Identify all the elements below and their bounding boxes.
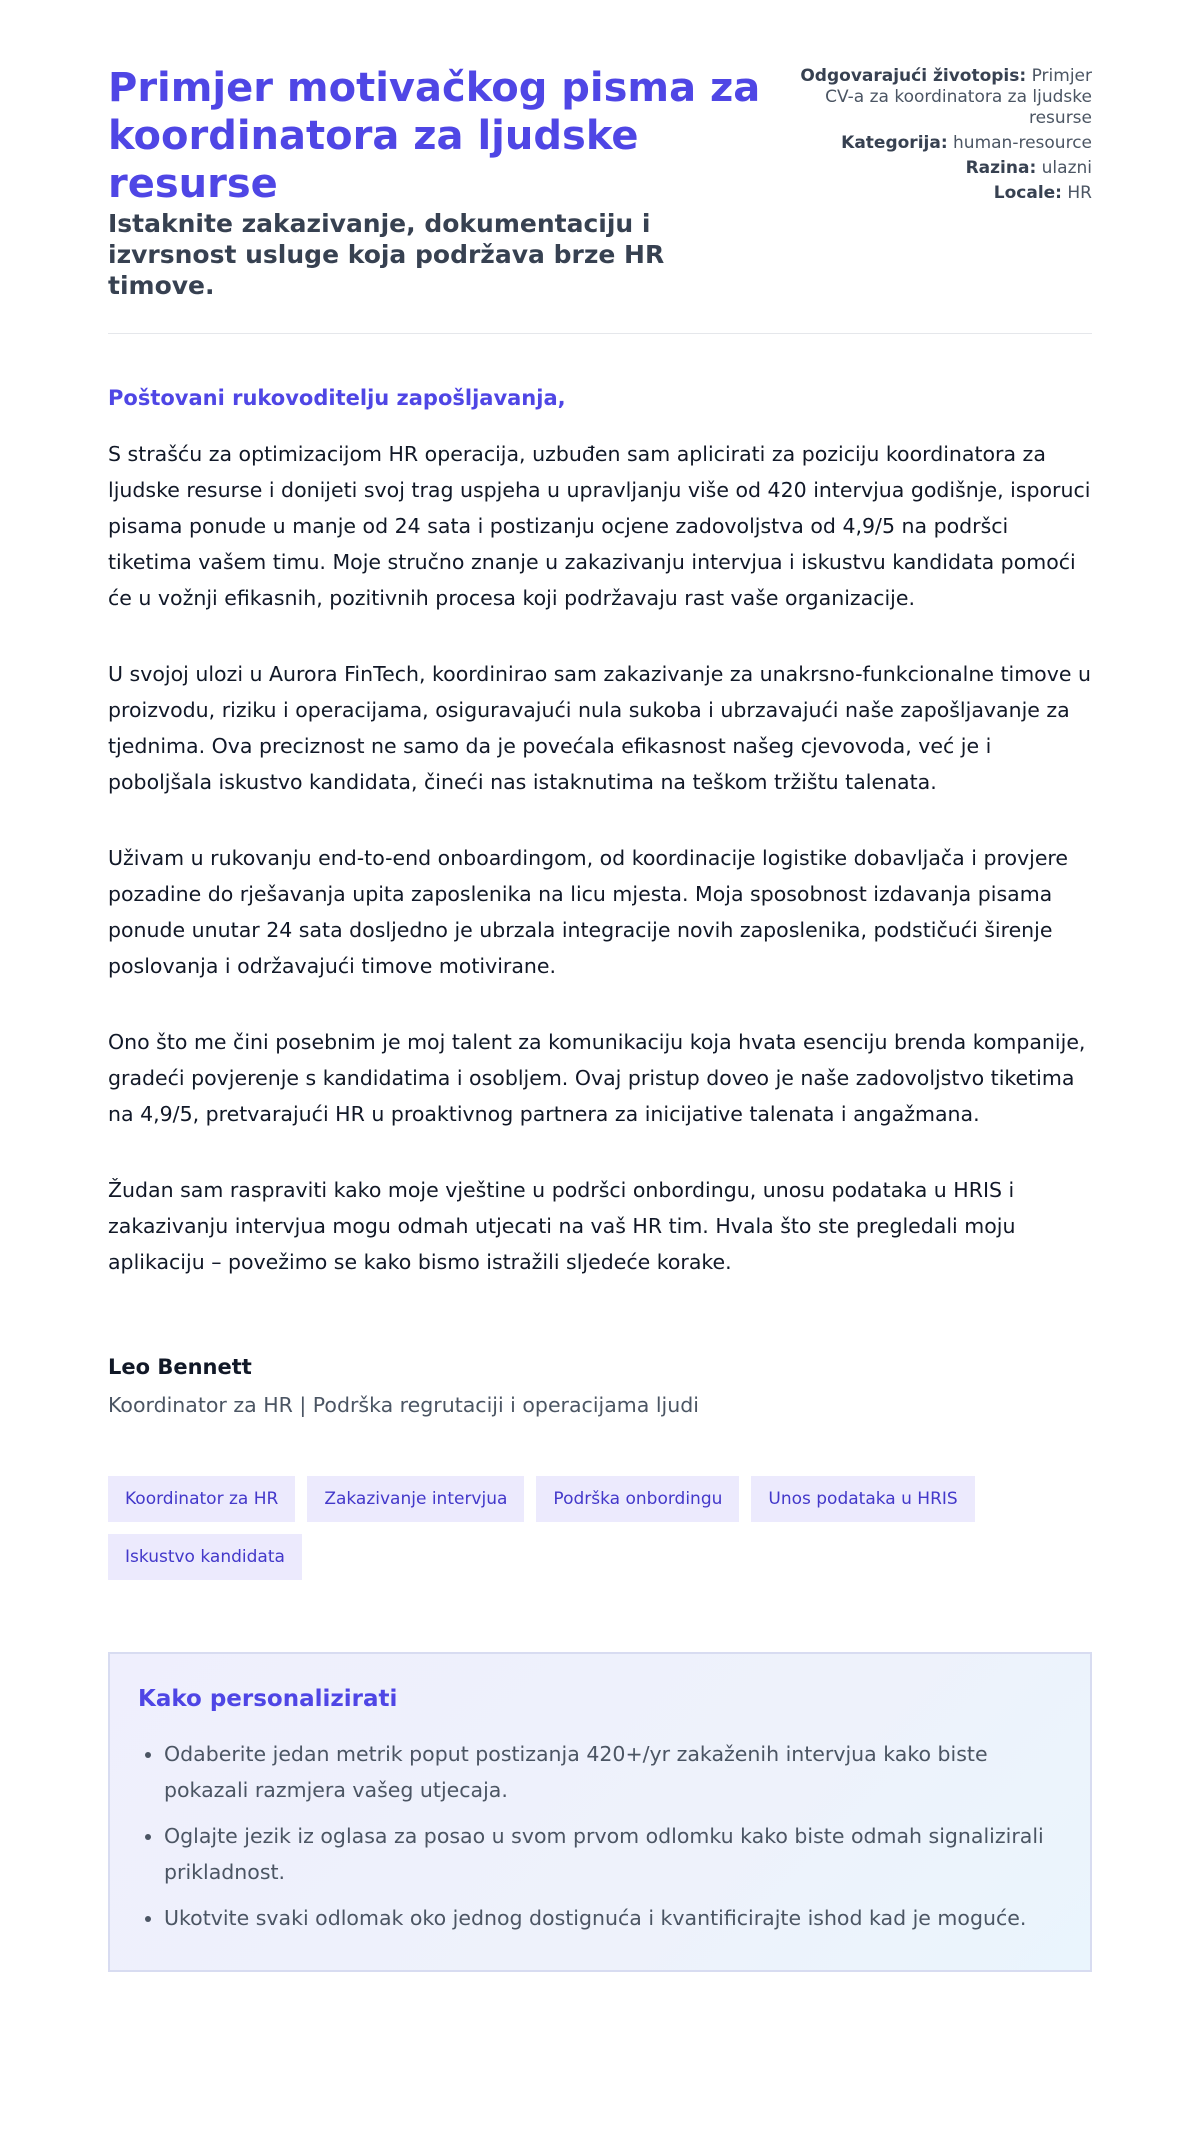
tip-item: • Ukotvite svaki odlomak oko jednog dostignuća i kvantificirajte ishod kad je moguće. bbox=[164, 1900, 1062, 1936]
letter-paragraph: Uživam u rukovanju end-to-end onboardingom, od koordinacije logistike dobavljača i provjere pozadine do rješavanja upita zaposlenika na licu mjesta. Moja sposobnost izdavanja pisama ponude unutar 24 sata dosljedno je ubrzala integracije novih zaposlenika, podstičući širenje poslovanja i održavajući timove motivirane. bbox=[108, 846, 1069, 978]
skill-tag: Podrška onbordingu bbox=[536, 1476, 739, 1522]
signature-title: Koordinator za HR | Podrška regrutaciji i operacijama ljudi bbox=[108, 1393, 699, 1417]
letter-paragraph: Ono što me čini posebnim je moj talent za komunikaciju koja hvata esenciju brenda kompanije, gradeći povjerenje s kandidatima i osobljem. Ovaj pristup doveo je naše zadovoljstvo tiketima na 4,9/5, pretvarajući HR u proaktivnog partnera za inicijative talenata i angažmana. bbox=[108, 1030, 1086, 1126]
meta-category bbox=[782, 133, 1092, 154]
tip-item: • Oglajte jezik iz oglasa za posao u svom prvom odlomku kako biste odmah signalizirali prikladnost. bbox=[164, 1818, 1062, 1890]
page-title: Primjer motivačkog pisma za koordinatora za ljudske resurse bbox=[108, 65, 761, 207]
meta-value: human-resource bbox=[953, 133, 1092, 153]
meta-level bbox=[782, 158, 1092, 179]
meta-label: Locale: bbox=[993, 183, 1062, 203]
meta-label: Kategorija: bbox=[841, 133, 948, 153]
letter-paragraph: U svojoj ulozi u Aurora FinTech, koordinirao sam zakazivanje za unakrsno-funkcionalne timove u proizvodu, riziku i operacijama, osiguravajući nula sukoba i ubrzavajući naše zapošljavanje za tjednima. Ova preciznost ne samo da je povećala efikasnost našeg cjevovoda, već je i poboljšala iskustvo kandidata, čineći nas istaknutima na teškom tržištu talenata. bbox=[108, 662, 1091, 794]
page-header bbox=[108, 64, 1092, 334]
tips-list bbox=[138, 1736, 1062, 1936]
personalize-tips-box bbox=[108, 1652, 1092, 1972]
meta-locale bbox=[782, 183, 1092, 204]
skill-tags bbox=[108, 1476, 1008, 1580]
salutation: Poštovani rukovoditelju zapošljavanja, bbox=[108, 386, 566, 410]
meta-panel bbox=[782, 66, 1092, 208]
signature-block bbox=[108, 1352, 1092, 1420]
letter-paragraph: Žudan sam raspraviti kako moje vještine u podršci onbordingu, unosu podataka u HRIS i zakazivanju intervjua mogu odmah utjecati na vaš HR tim. Hvala što ste pregledali moju aplikaciju – povežimo se kako bismo istražili sljedeće korake. bbox=[108, 1178, 1016, 1274]
tips-title: Kako personalizirati bbox=[138, 1686, 398, 1712]
meta-value: HR bbox=[1067, 183, 1092, 203]
page-subtitle: Istaknite zakazivanje, dokumentaciju i izvrsnost usluge koja podržava brze HR timove. bbox=[108, 209, 665, 300]
meta-value: ulazni bbox=[1041, 158, 1092, 178]
meta-value: Primjer CV-a za koordinatora za ljudske resurse bbox=[825, 66, 1092, 128]
meta-matching-resume bbox=[782, 66, 1092, 129]
meta-label: Razina: bbox=[965, 158, 1037, 178]
skill-tag: Iskustvo kandidata bbox=[108, 1534, 302, 1580]
letter-paragraph: S strašću za optimizacijom HR operacija, uzbuđen sam aplicirati za poziciju koordinatora za ljudske resurse i donijeti svoj trag uspjeha u upravljanju više od 420 intervjua godišnje, isporuci pisama ponude u manje od 24 sata i postizanju ocjene zadovoljstva od 4,9/5 na podršci tiketima vašem timu. Moje stručno znanje u zakazivanju intervjua i iskustvu kandidata pomoći će u vožnji efikasnih, pozitivnih procesa koji podržavaju rast vaše organizacije. bbox=[108, 442, 1091, 610]
meta-label: Odgovarajući životopis: bbox=[800, 66, 1027, 86]
skill-tag: Zakazivanje intervjua bbox=[307, 1476, 524, 1522]
signature-name: Leo Bennett bbox=[108, 1355, 252, 1379]
skill-tag: Koordinator za HR bbox=[108, 1476, 295, 1522]
title-block bbox=[108, 64, 768, 301]
letter-body bbox=[108, 384, 1092, 1280]
skill-tag: Unos podataka u HRIS bbox=[751, 1476, 974, 1522]
tip-item: • Odaberite jedan metrik poput postizanja 420+/yr zakaženih intervjua kako biste pokazali razmjera vašeg utjecaja. bbox=[164, 1736, 1062, 1808]
